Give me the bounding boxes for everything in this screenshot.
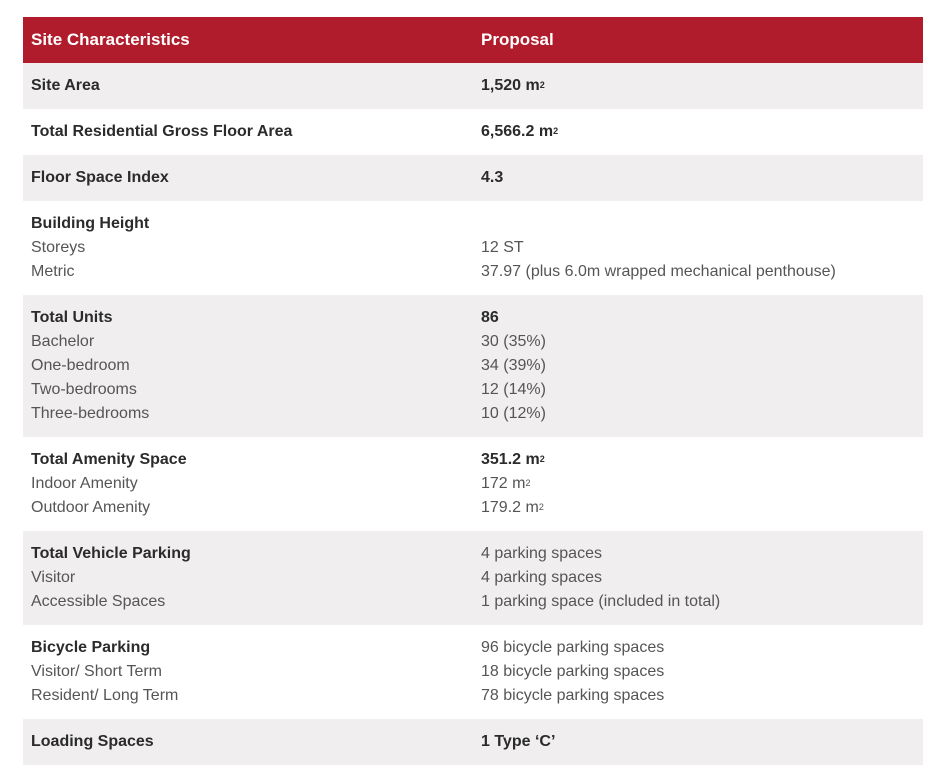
- sub-value: 4 parking spaces: [481, 569, 602, 586]
- sub-label: Visitor: [31, 569, 76, 586]
- row-value: [481, 212, 923, 236]
- sub-value: 10 (12%): [481, 405, 546, 422]
- sub-value: 37.97 (plus 6.0m wrapped mechanical penthouse): [481, 263, 836, 280]
- sub-value: 34 (39%): [481, 357, 546, 374]
- sub-label: Resident/ Long Term: [31, 687, 179, 704]
- site-characteristics-table: [23, 17, 923, 765]
- table-row: [23, 625, 923, 719]
- sub-value: 78 bicycle parking spaces: [481, 687, 665, 704]
- sub-label: One-bedroom: [31, 357, 130, 374]
- sub-label: Accessible Spaces: [31, 593, 166, 610]
- row-label: Total Units: [31, 309, 113, 326]
- sub-label: Bachelor: [31, 333, 95, 350]
- row-label: Building Height: [31, 215, 150, 232]
- sub-value: 179.2 $m^2$: [481, 499, 544, 516]
- row-label: Total Residential Gross Floor Area: [31, 123, 293, 140]
- row-label: Bicycle Parking: [31, 639, 151, 656]
- row-value: 4 parking spaces: [481, 545, 602, 562]
- row-value: 96 bicycle parking spaces: [481, 639, 665, 656]
- row-label: Loading Spaces: [31, 733, 154, 750]
- table-header: [23, 17, 923, 63]
- sub-value: 18 bicycle parking spaces: [481, 663, 665, 680]
- table-row: [23, 437, 923, 531]
- table-row: [23, 201, 923, 295]
- sub-label: Two-bedrooms: [31, 381, 137, 398]
- table-row: [23, 63, 923, 109]
- row-label: Total Vehicle Parking: [31, 545, 191, 562]
- row-value: 1 Type ‘C’: [481, 733, 556, 750]
- sub-value: 30 (35%): [481, 333, 546, 350]
- table-row: [23, 109, 923, 155]
- row-value: 4.3: [481, 169, 504, 186]
- row-value: 1,520 $m^2$: [481, 77, 545, 94]
- table-row: [23, 155, 923, 201]
- sub-label: Indoor Amenity: [31, 475, 138, 492]
- row-value: 351.2 $m^2$: [481, 451, 545, 468]
- sub-label: Visitor/ Short Term: [31, 663, 163, 680]
- sub-label: Outdoor Amenity: [31, 499, 151, 516]
- sub-value: 12 ST: [481, 239, 524, 256]
- row-label: Total Amenity Space: [31, 451, 187, 468]
- sub-value: 12 (14%): [481, 381, 546, 398]
- row-value: 86: [481, 309, 499, 326]
- header-proposal: Proposal: [481, 30, 554, 49]
- table-row: [23, 719, 923, 765]
- sub-label: Storeys: [31, 239, 86, 256]
- row-label: Floor Space Index: [31, 169, 169, 186]
- header-site-characteristics: Site Characteristics: [31, 30, 190, 49]
- row-label: Site Area: [31, 77, 100, 94]
- table-row: [23, 531, 923, 625]
- sub-value: 1 parking space (included in total): [481, 593, 721, 610]
- sub-label: Three-bedrooms: [31, 405, 150, 422]
- sub-value: 172 $m^2$: [481, 475, 531, 492]
- row-value: 6,566.2 $m^2$: [481, 123, 559, 140]
- sub-label: Metric: [31, 263, 75, 280]
- table-row: [23, 295, 923, 437]
